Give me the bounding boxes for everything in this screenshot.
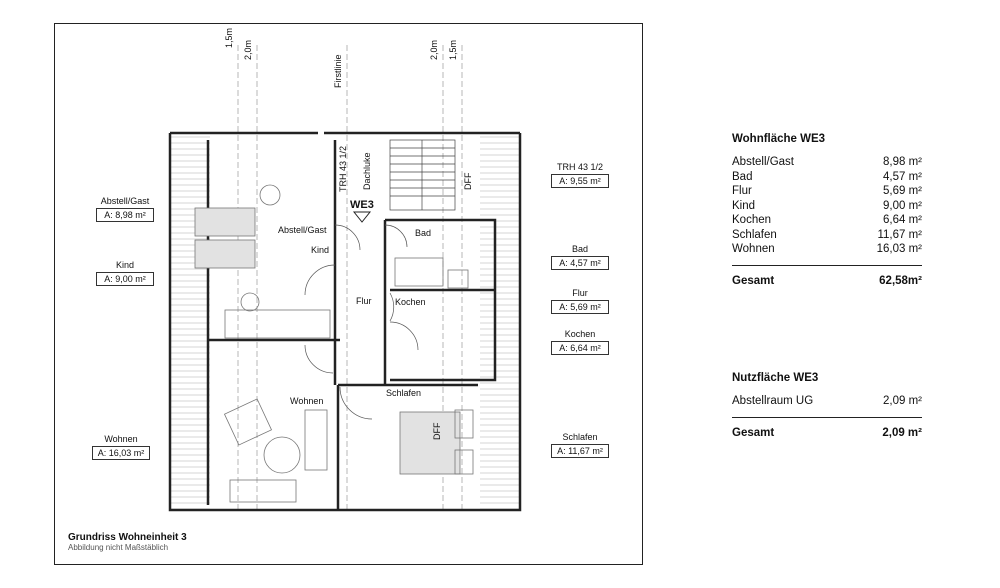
plan-title: Grundriss Wohneinheit 3 bbox=[68, 532, 187, 543]
dim-label-2: 2,0m bbox=[243, 39, 253, 60]
dim-label-5: 1,5m bbox=[448, 39, 458, 60]
wohnflaeche-title: Wohnfläche WE3 bbox=[732, 133, 826, 145]
area-box-kind: Kind A: 9,00 m² bbox=[85, 260, 165, 286]
dim-label-1: 1,5m bbox=[224, 27, 234, 48]
dim-label-firstlinie: Firstlinie bbox=[333, 54, 343, 88]
table-row: Abstellraum UG 2,09 m² bbox=[732, 395, 922, 407]
staircase bbox=[390, 140, 455, 210]
label-bad: Bad bbox=[415, 228, 432, 238]
area-box-flur: Flur A: 5,69 m² bbox=[538, 288, 622, 314]
table-row: Schlafen 11,67 m² bbox=[732, 228, 922, 241]
label-dfr-2: DFF bbox=[432, 422, 442, 440]
roof-right bbox=[480, 133, 520, 510]
nutzflaeche-title: Nutzfläche WE3 bbox=[732, 372, 819, 384]
label-kochen: Kochen bbox=[395, 297, 426, 307]
label-trh: TRH 43 1/2 bbox=[338, 145, 348, 192]
table-row: Kochen 6,64 m² bbox=[732, 214, 922, 226]
label-schlafen: Schlafen bbox=[386, 388, 422, 398]
table-row: Wohnen 16,03 m² bbox=[732, 243, 922, 255]
dim-label-4: 2,0m bbox=[429, 39, 439, 60]
plan-caption bbox=[68, 532, 187, 552]
unit-marker bbox=[354, 212, 370, 222]
label-flur: Flur bbox=[356, 296, 372, 306]
plan-subtitle: Abbildung nicht Maßstäblich bbox=[68, 543, 169, 552]
nutzflaeche-table bbox=[732, 372, 922, 440]
area-box-trh: TRH 43 1/2 A: 9,55 m² bbox=[538, 162, 622, 188]
wohnflaeche-table bbox=[732, 133, 922, 288]
roof-left bbox=[170, 133, 210, 510]
area-box-bad: Bad A: 4,57 m² bbox=[538, 244, 622, 270]
label-abstell: Abstell/Gast bbox=[278, 225, 327, 235]
table-row: Flur 5,69 m² bbox=[732, 185, 922, 197]
table-total-row: Gesamt 2,09 m² bbox=[732, 417, 922, 441]
area-box-abstell: Abstell/Gast A: 8,98 m² bbox=[85, 196, 165, 222]
table-row: Abstell/Gast 8,98 m² bbox=[732, 156, 922, 168]
label-dfr: DFF bbox=[463, 172, 473, 190]
table-total-row: Gesamt 62,58m² bbox=[732, 265, 922, 289]
area-box-schlafen: Schlafen A: 11,67 m² bbox=[538, 432, 622, 458]
area-box-kochen: Kochen A: 6,64 m² bbox=[538, 329, 622, 355]
area-box-wohnen: Wohnen A: 16,03 m² bbox=[78, 434, 164, 460]
label-wohnen: Wohnen bbox=[290, 396, 324, 406]
table-row: Kind 9,00 m² bbox=[732, 199, 922, 212]
label-kind: Kind bbox=[311, 245, 330, 255]
label-we3: WE3 bbox=[350, 199, 374, 211]
label-dachluke: Dachluke bbox=[362, 152, 372, 190]
table-row: Bad 4,57 m² bbox=[732, 170, 922, 183]
